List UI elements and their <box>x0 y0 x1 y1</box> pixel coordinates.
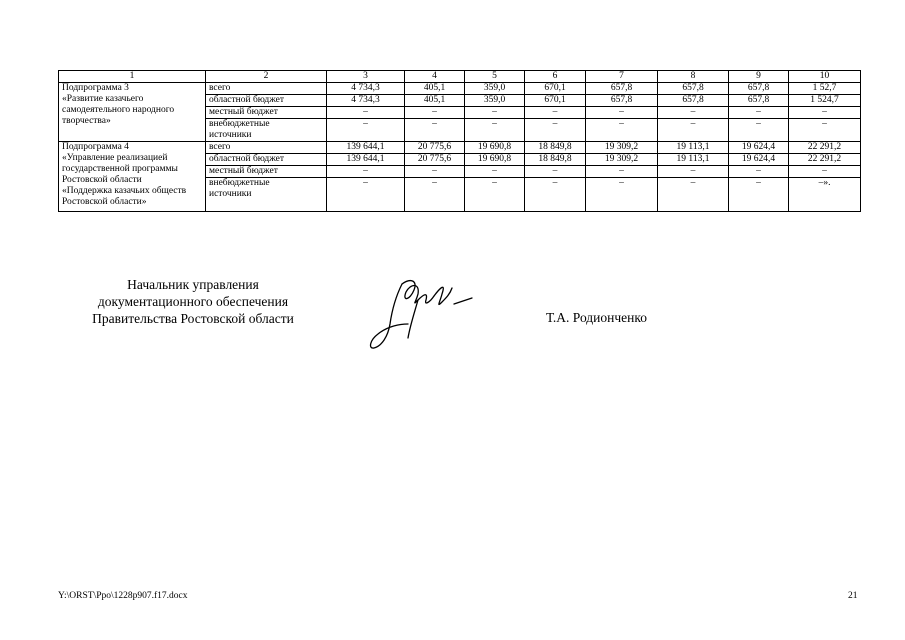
cell: – <box>525 166 586 178</box>
cell: – <box>465 119 525 142</box>
cell: 657,8 <box>658 83 729 95</box>
signatory-name: Т.А. Родионченко <box>546 310 647 325</box>
cell: 4 734,3 <box>327 95 405 107</box>
cell: – <box>586 107 658 119</box>
cell: 22 291,2 <box>789 154 861 166</box>
cell: 19 690,8 <box>465 154 525 166</box>
cell: 670,1 <box>525 83 586 95</box>
cell: 20 775,6 <box>405 142 465 154</box>
cell: 670,1 <box>525 95 586 107</box>
cell: – <box>586 119 658 142</box>
cell: 139 644,1 <box>327 154 405 166</box>
cell: 359,0 <box>465 83 525 95</box>
cell: – <box>405 107 465 119</box>
row-label: внебюджетные источники <box>206 119 327 142</box>
cell: – <box>658 178 729 212</box>
cell: – <box>789 166 861 178</box>
col-header: 1 <box>59 71 206 83</box>
cell: 18 849,8 <box>525 142 586 154</box>
cell: 405,1 <box>405 83 465 95</box>
cell: 19 690,8 <box>465 142 525 154</box>
signatory-title: Начальник управления документационного обеспечения Правительства Ростовской области <box>92 277 294 326</box>
cell: – <box>405 119 465 142</box>
cell: 22 291,2 <box>789 142 861 154</box>
row-label: областной бюджет <box>206 95 327 107</box>
col-header: 7 <box>586 71 658 83</box>
col-header: 2 <box>206 71 327 83</box>
row-label: всего <box>206 83 327 95</box>
cell: – <box>327 119 405 142</box>
cell: 657,8 <box>586 83 658 95</box>
cell: – <box>729 119 789 142</box>
cell: 405,1 <box>405 95 465 107</box>
cell: 1 524,7 <box>789 95 861 107</box>
cell: 19 624,4 <box>729 154 789 166</box>
cell: 4 734,3 <box>327 83 405 95</box>
col-header: 5 <box>465 71 525 83</box>
row-label: местный бюджет <box>206 107 327 119</box>
cell: 657,8 <box>729 95 789 107</box>
col-header: 4 <box>405 71 465 83</box>
subprogram-3-name: Подпрограмма 3 «Развитие казачьего самодеятельного народного творчества» <box>59 83 206 142</box>
cell: – <box>525 178 586 212</box>
footer-file-path: Y:\ORST\Ppo\1228p907.f17.docx <box>58 591 188 601</box>
cell: 18 849,8 <box>525 154 586 166</box>
cell: – <box>405 178 465 212</box>
cell: 657,8 <box>729 83 789 95</box>
cell: – <box>729 178 789 212</box>
page-number: 21 <box>848 591 858 601</box>
cell: – <box>789 107 861 119</box>
cell: – <box>405 166 465 178</box>
cell: 19 113,1 <box>658 142 729 154</box>
cell: – <box>327 166 405 178</box>
row-label: внебюджетные источники <box>206 178 327 212</box>
cell: – <box>327 107 405 119</box>
cell: – <box>586 178 658 212</box>
col-header: 8 <box>658 71 729 83</box>
row-label: областной бюджет <box>206 154 327 166</box>
cell: 19 309,2 <box>586 142 658 154</box>
cell: – <box>658 119 729 142</box>
subprogram-4-name: Подпрограмма 4 «Управление реализацией государственной программы Ростовской области «Поддержка казачьих обществ Ростовской области» <box>59 142 206 212</box>
cell: – <box>729 107 789 119</box>
handwritten-signature <box>362 262 482 357</box>
cell: –». <box>789 178 861 212</box>
cell: – <box>658 107 729 119</box>
cell: – <box>586 166 658 178</box>
cell: – <box>327 178 405 212</box>
cell: – <box>465 166 525 178</box>
row-label: местный бюджет <box>206 166 327 178</box>
cell: – <box>525 107 586 119</box>
table-header-row <box>59 71 861 83</box>
cell: 657,8 <box>658 95 729 107</box>
cell: – <box>658 166 729 178</box>
col-header: 9 <box>729 71 789 83</box>
budget-table <box>58 70 861 212</box>
table-row <box>59 83 861 95</box>
cell: 359,0 <box>465 95 525 107</box>
col-header: 3 <box>327 71 405 83</box>
cell: 19 309,2 <box>586 154 658 166</box>
cell: 657,8 <box>586 95 658 107</box>
cell: – <box>729 166 789 178</box>
cell: – <box>465 178 525 212</box>
cell: 139 644,1 <box>327 142 405 154</box>
cell: 20 775,6 <box>405 154 465 166</box>
cell: – <box>465 107 525 119</box>
cell: 1 52,7 <box>789 83 861 95</box>
cell: – <box>525 119 586 142</box>
row-label: всего <box>206 142 327 154</box>
col-header: 6 <box>525 71 586 83</box>
cell: – <box>789 119 861 142</box>
table-row <box>59 142 861 154</box>
col-header: 10 <box>789 71 861 83</box>
cell: 19 113,1 <box>658 154 729 166</box>
cell: 19 624,4 <box>729 142 789 154</box>
